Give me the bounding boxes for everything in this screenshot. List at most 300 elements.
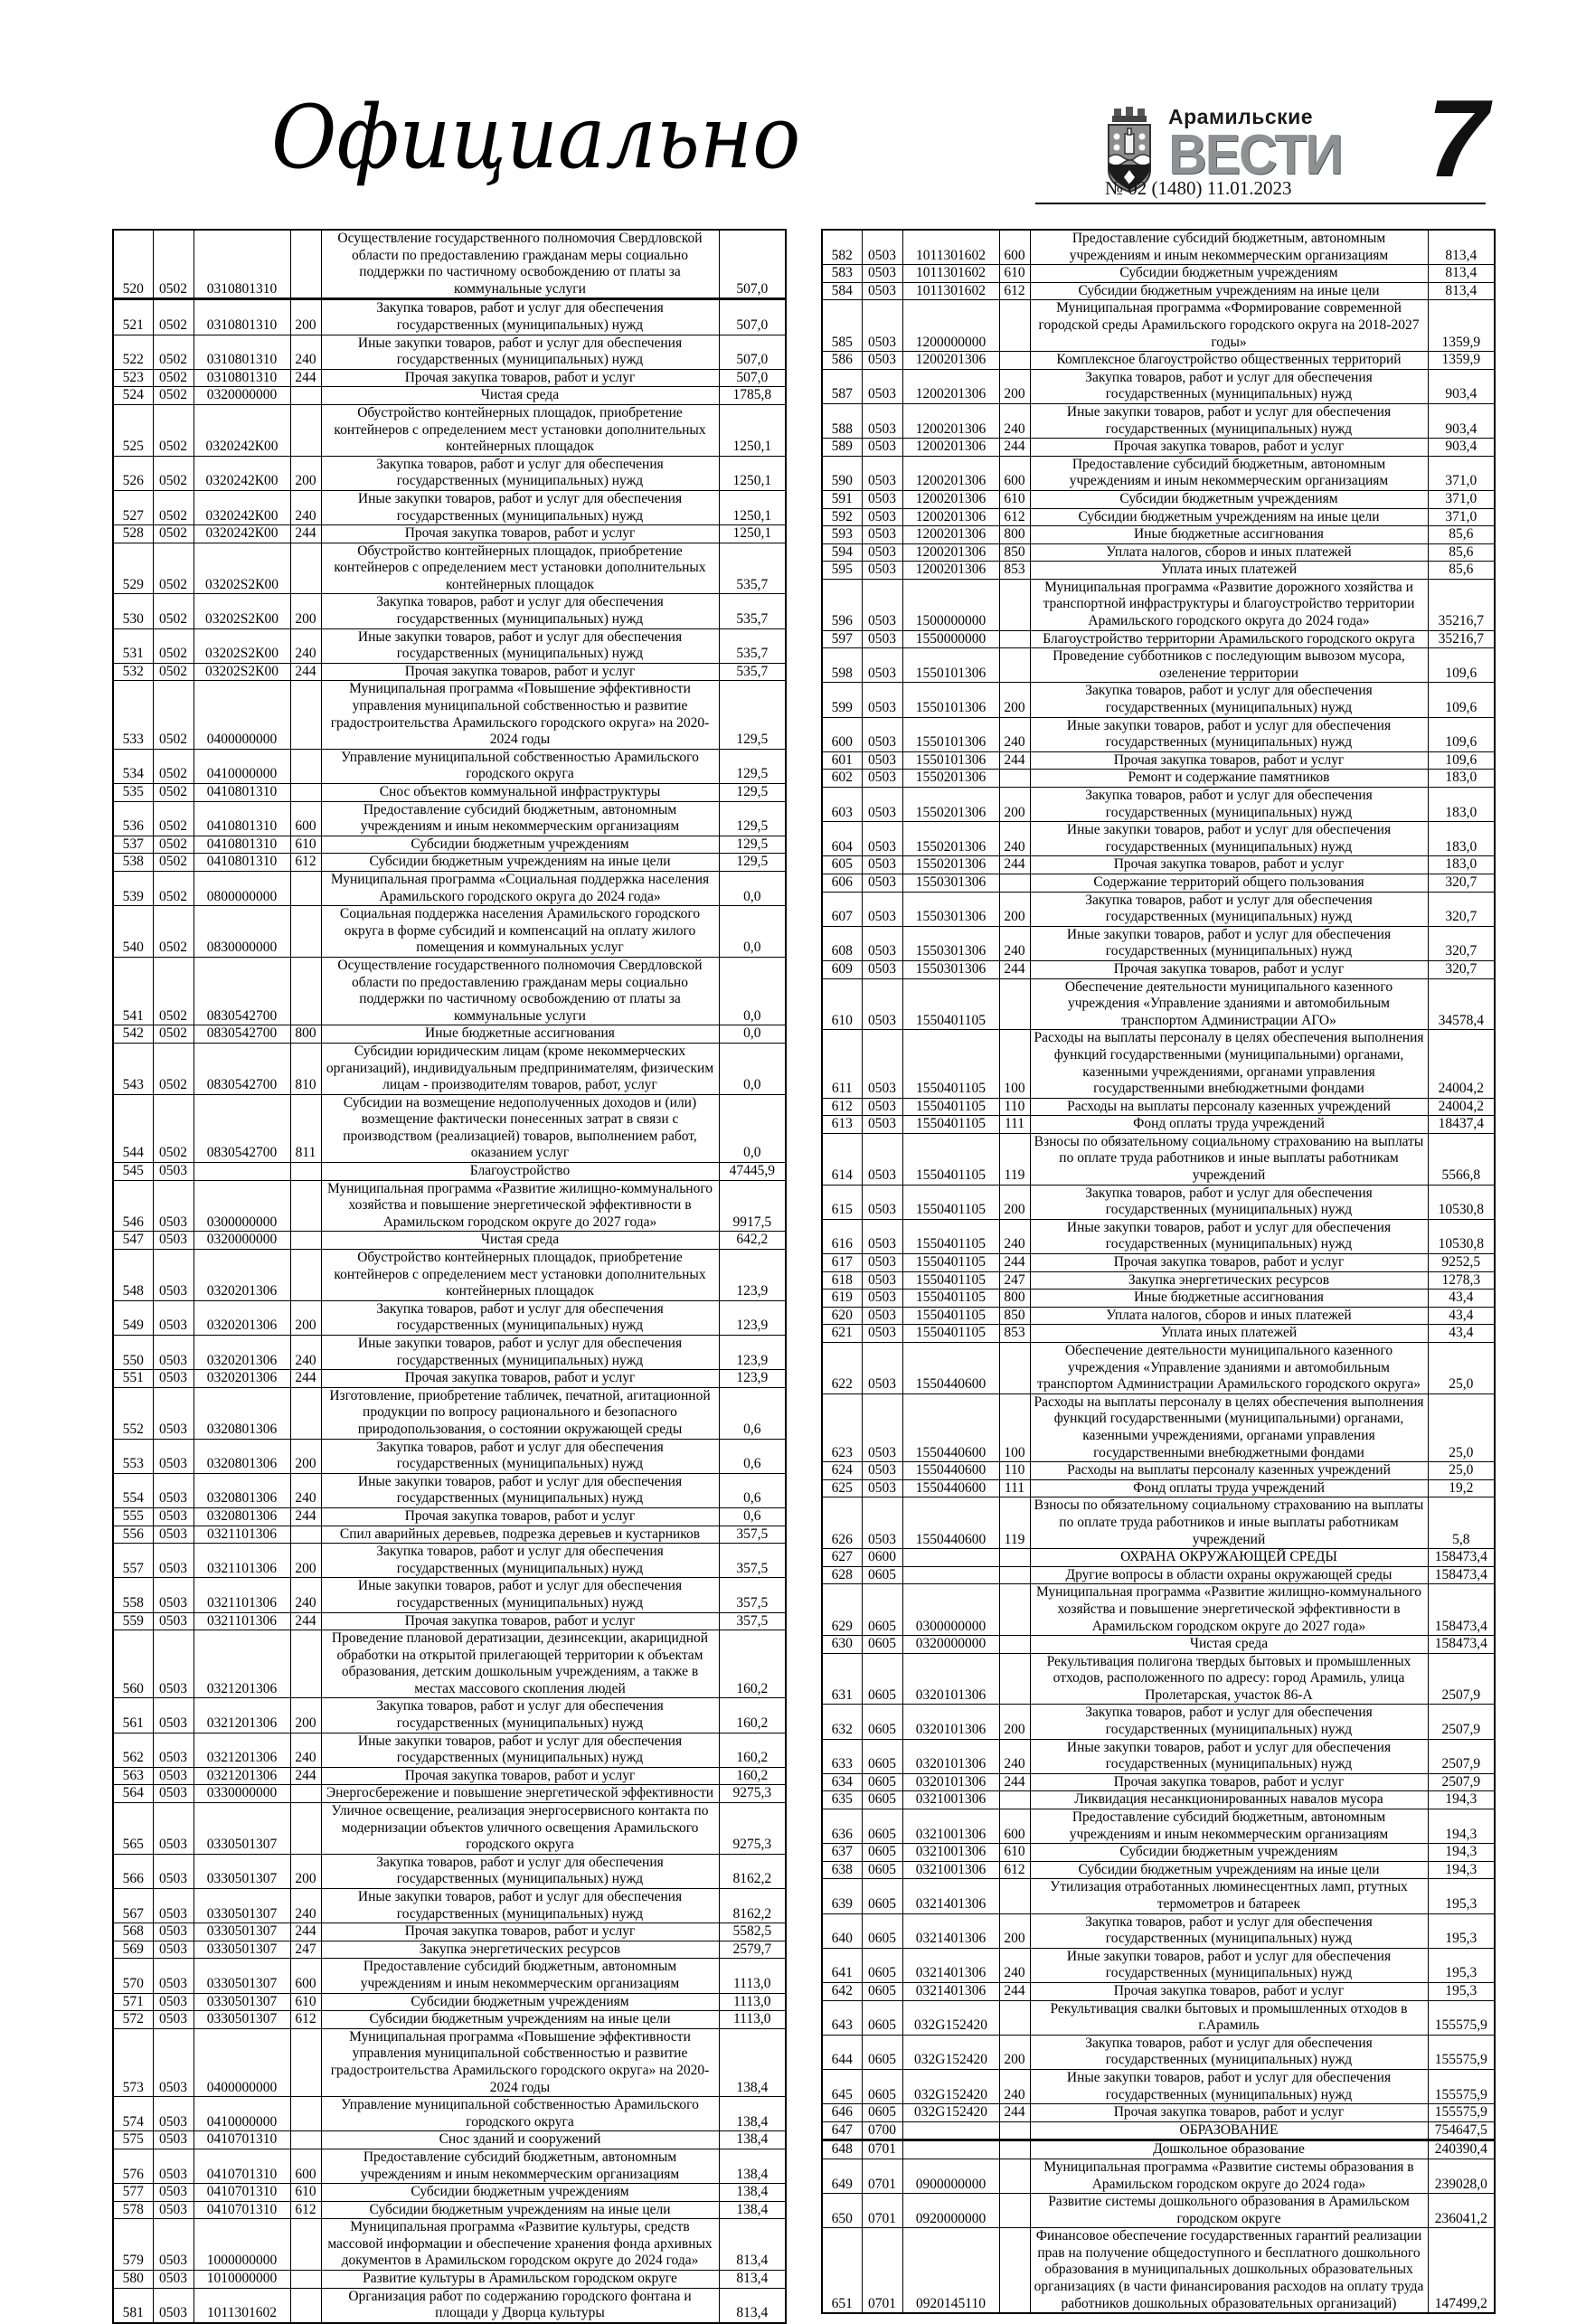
target-article-cell: 0321101306 <box>194 1526 290 1544</box>
row-number-cell: 596 <box>822 579 862 630</box>
row-number-cell: 563 <box>113 1767 153 1785</box>
target-article-cell: 032G152420 <box>902 2069 999 2103</box>
description-cell: Прочая закупка товаров, работ и услуг <box>321 1507 719 1526</box>
amount-cell: 194,3 <box>1428 1809 1495 1844</box>
expense-type-cell: 853 <box>999 1325 1030 1343</box>
description-cell: Организация работ по содержанию городского фонтана и площади у Дворца культуры <box>321 2288 719 2323</box>
description-cell: Закупка товаров, работ и услуг для обеспечения государственных (муниципальных) нужд <box>321 1698 719 1733</box>
description-cell: Иные закупки товаров, работ и услуг для обеспечения государственных (муниципальных) нужд <box>1030 717 1428 751</box>
description-cell: Уплата налогов, сборов и иных платежей <box>1030 543 1428 562</box>
budget-table-row <box>113 1889 786 1923</box>
target-article-cell <box>902 2140 999 2159</box>
description-cell: Субсидии бюджетным учреждениям <box>321 2184 719 2202</box>
description-cell: Проведение плановой дератизации, дезинсекции, акарицидной обработки на открытой прилегающей территории к объектам образования, детским дошкольным учреждениям, а также в местах массового скопления людей <box>321 1630 719 1698</box>
budget-table-row <box>822 1479 1495 1497</box>
section-code-cell: 0605 <box>862 1844 902 1862</box>
description-cell: Обустройство контейнерных площадок, приобретение контейнеров с определением мест установки дополнительных контейнерных площадок <box>321 1250 719 1301</box>
amount-cell: 813,4 <box>1428 230 1495 265</box>
target-article-cell: 0320000000 <box>902 1636 999 1654</box>
amount-cell: 0,0 <box>719 871 786 905</box>
expense-type-cell: 244 <box>999 1254 1030 1272</box>
amount-cell: 155575,9 <box>1428 2000 1495 2035</box>
budget-table-row <box>822 1809 1495 1844</box>
target-article-cell: 0330501307 <box>194 1854 290 1888</box>
row-number-cell: 622 <box>822 1343 862 1394</box>
amount-cell: 138,4 <box>719 2149 786 2183</box>
target-article-cell: 0320000000 <box>194 1232 290 1250</box>
budget-table-row <box>822 1030 1495 1098</box>
expense-type-cell <box>290 543 321 594</box>
amount-cell: 47445,9 <box>719 1163 786 1181</box>
section-code-cell: 0605 <box>862 1791 902 1809</box>
section-code-cell: 0503 <box>153 2201 194 2219</box>
amount-cell: 183,0 <box>1428 788 1495 822</box>
section-code-cell: 0503 <box>862 1133 902 1185</box>
target-article-cell: 0400000000 <box>194 681 290 749</box>
section-code-cell: 0503 <box>862 1254 902 1272</box>
expense-type-cell: 244 <box>290 1370 321 1388</box>
description-cell: Обустройство контейнерных площадок, приобретение контейнеров с определением мест установки дополнительных контейнерных площадок <box>321 404 719 456</box>
row-number-cell: 550 <box>113 1336 153 1370</box>
target-article-cell: 0321001306 <box>902 1791 999 1809</box>
amount-cell: 85,6 <box>1428 543 1495 562</box>
expense-type-cell <box>290 1163 321 1181</box>
row-number-cell: 599 <box>822 683 862 717</box>
target-article-cell: 1200201306 <box>902 508 999 526</box>
section-code-cell: 0502 <box>153 369 194 387</box>
description-cell: Субсидии бюджетным учреждениям на иные цели <box>321 2011 719 2029</box>
budget-table-row <box>822 2228 1495 2313</box>
target-article-cell: 1550401105 <box>902 1290 999 1308</box>
target-article-cell: 0320801306 <box>194 1473 290 1507</box>
row-number-cell: 602 <box>822 770 862 788</box>
amount-cell: 1113,0 <box>719 2011 786 2029</box>
target-article-cell: 0410701310 <box>194 2201 290 2219</box>
budget-table-row <box>113 2184 786 2202</box>
target-article-cell: 1550401105 <box>902 1116 999 1134</box>
expense-type-cell: 200 <box>290 1439 321 1473</box>
row-number-cell: 565 <box>113 1803 153 1855</box>
row-number-cell: 615 <box>822 1185 862 1219</box>
page-number: 7 <box>1427 77 1488 200</box>
row-number-cell: 591 <box>822 490 862 508</box>
amount-cell: 18437,4 <box>1428 1116 1495 1134</box>
amount-cell: 0,6 <box>719 1387 786 1439</box>
description-cell: Субсидии бюджетным учреждениям <box>321 1993 719 2011</box>
expense-type-cell: 240 <box>290 1473 321 1507</box>
amount-cell: 10530,8 <box>1428 1185 1495 1219</box>
row-number-cell: 521 <box>113 299 153 335</box>
budget-table-row <box>113 543 786 594</box>
row-number-cell: 621 <box>822 1325 862 1343</box>
masthead-name-label: ВЕСТИ <box>1168 124 1342 186</box>
section-code-cell: 0503 <box>862 1271 902 1290</box>
row-number-cell: 520 <box>113 230 153 299</box>
budget-table-row <box>113 1387 786 1439</box>
section-code-cell: 0605 <box>862 1705 902 1739</box>
section-code-cell: 0503 <box>153 1993 194 2011</box>
target-article-cell: 1200201306 <box>902 369 999 403</box>
expense-type-cell <box>999 300 1030 352</box>
amount-cell: 813,4 <box>1428 282 1495 300</box>
budget-table-row <box>113 2201 786 2219</box>
expense-type-cell: 244 <box>999 1982 1030 2000</box>
budget-table-row <box>822 926 1495 960</box>
expense-type-cell: 610 <box>290 2184 321 2202</box>
amount-cell: 109,6 <box>1428 648 1495 683</box>
amount-cell: 183,0 <box>1428 770 1495 788</box>
row-number-cell: 575 <box>113 2131 153 2149</box>
budget-table-row <box>822 300 1495 352</box>
target-article-cell <box>194 1163 290 1181</box>
target-article-cell: 0410000000 <box>194 2097 290 2131</box>
target-article-cell: 1550440600 <box>902 1479 999 1497</box>
target-article-cell: 1550301306 <box>902 926 999 960</box>
expense-type-cell <box>999 2159 1030 2193</box>
row-number-cell: 538 <box>113 854 153 872</box>
row-number-cell: 536 <box>113 801 153 836</box>
section-code-cell: 0605 <box>862 1948 902 1982</box>
budget-table-row <box>822 1497 1495 1549</box>
amount-cell: 2579,7 <box>719 1941 786 1959</box>
description-cell: Развитие культуры в Арамильском городском округе <box>321 2271 719 2289</box>
expense-type-cell: 612 <box>999 282 1030 300</box>
row-number-cell: 647 <box>822 2121 862 2140</box>
row-number-cell: 571 <box>113 1993 153 2011</box>
section-code-cell: 0503 <box>862 543 902 562</box>
target-article-cell: 1200201306 <box>902 439 999 457</box>
budget-table-row <box>113 1025 786 1044</box>
expense-type-cell: 244 <box>290 1767 321 1785</box>
budget-table-row <box>113 663 786 681</box>
amount-cell: 85,6 <box>1428 526 1495 544</box>
amount-cell: 535,7 <box>719 663 786 681</box>
budget-table-row <box>822 1098 1495 1116</box>
amount-cell: 8162,2 <box>719 1854 786 1888</box>
section-code-cell: 0503 <box>153 1507 194 1526</box>
expense-type-cell: 200 <box>290 1300 321 1335</box>
budget-table-row <box>113 906 786 958</box>
target-article-cell: 1011301602 <box>902 282 999 300</box>
budget-table-row <box>822 1343 1495 1394</box>
amount-cell: 123,9 <box>719 1370 786 1388</box>
row-number-cell: 626 <box>822 1497 862 1549</box>
budget-table-row <box>113 784 786 802</box>
budget-table-row <box>113 404 786 456</box>
budget-table-row <box>822 1462 1495 1480</box>
row-number-cell: 558 <box>113 1578 153 1612</box>
budget-table-row <box>822 2159 1495 2193</box>
section-code-cell: 0503 <box>153 2219 194 2271</box>
row-number-cell: 632 <box>822 1705 862 1739</box>
target-article-cell: 0410701310 <box>194 2131 290 2149</box>
budget-table-row <box>113 1043 786 1094</box>
expense-type-cell: 600 <box>290 2149 321 2183</box>
target-article-cell: 0320201306 <box>194 1336 290 1370</box>
target-article-cell: 1200000000 <box>902 300 999 352</box>
description-cell: Иные закупки товаров, работ и услуг для обеспечения государственных (муниципальных) нужд <box>321 1733 719 1767</box>
budget-table-row <box>822 1219 1495 1253</box>
section-code-cell: 0503 <box>153 1336 194 1370</box>
target-article-cell: 1550401105 <box>902 1098 999 1116</box>
budget-table-row <box>113 2271 786 2289</box>
section-code-cell: 0503 <box>862 1290 902 1308</box>
target-article-cell: 03202S2К00 <box>194 543 290 594</box>
description-cell: Прочая закупка товаров, работ и услуг <box>1030 856 1428 874</box>
expense-type-cell: 811 <box>290 1094 321 1162</box>
expense-type-cell <box>999 630 1030 648</box>
description-cell: Прочая закупка товаров, работ и услуг <box>1030 1773 1428 1791</box>
amount-cell: 9252,5 <box>1428 1254 1495 1272</box>
description-cell: Фонд оплаты труда учреждений <box>1030 1116 1428 1134</box>
description-cell: Прочая закупка товаров, работ и услуг <box>1030 1254 1428 1272</box>
expense-type-cell <box>290 1526 321 1544</box>
expense-type-cell: 600 <box>999 456 1030 490</box>
budget-table-row <box>822 282 1495 300</box>
budget-table-row <box>113 299 786 335</box>
row-number-cell: 534 <box>113 749 153 783</box>
section-code-cell: 0503 <box>153 1300 194 1335</box>
section-code-cell: 0503 <box>862 856 902 874</box>
target-article-cell: 1010000000 <box>194 2271 290 2289</box>
section-code-cell: 0502 <box>153 663 194 681</box>
description-cell: Содержание территорий общего пользования <box>1030 874 1428 892</box>
section-code-cell: 0503 <box>862 717 902 751</box>
section-code-cell: 0503 <box>862 508 902 526</box>
row-number-cell: 618 <box>822 1271 862 1290</box>
expense-type-cell: 612 <box>999 508 1030 526</box>
amount-cell: 0,0 <box>719 1025 786 1044</box>
row-number-cell: 606 <box>822 874 862 892</box>
row-number-cell: 629 <box>822 1584 862 1636</box>
target-article-cell: 0321101306 <box>194 1544 290 1578</box>
expense-type-cell: 612 <box>290 2201 321 2219</box>
section-code-cell: 0503 <box>862 300 902 352</box>
description-cell: Субсидии бюджетным учреждениям на иные цели <box>1030 1861 1428 1879</box>
target-article-cell: 0900000000 <box>902 2159 999 2193</box>
row-number-cell: 609 <box>822 960 862 978</box>
target-article-cell: 1200201306 <box>902 543 999 562</box>
target-article-cell: 0410801310 <box>194 801 290 836</box>
budget-table-row <box>113 1578 786 1612</box>
amount-cell: 903,4 <box>1428 369 1495 403</box>
row-number-cell: 564 <box>113 1785 153 1803</box>
budget-table-row <box>113 1993 786 2011</box>
section-code-cell: 0503 <box>153 1544 194 1578</box>
target-article-cell: 1550440600 <box>902 1462 999 1480</box>
expense-type-cell <box>290 1180 321 1232</box>
expense-type-cell: 244 <box>999 960 1030 978</box>
budget-table-row <box>113 2028 786 2096</box>
target-article-cell: 0330000000 <box>194 1785 290 1803</box>
target-article-cell: 032G152420 <box>902 2035 999 2069</box>
row-number-cell: 624 <box>822 1462 862 1480</box>
row-number-cell: 645 <box>822 2069 862 2103</box>
row-number-cell: 580 <box>113 2271 153 2289</box>
section-code-cell: 0503 <box>862 352 902 370</box>
row-number-cell: 620 <box>822 1307 862 1325</box>
target-article-cell: 0320101306 <box>902 1773 999 1791</box>
budget-table-row <box>822 562 1495 580</box>
budget-table-row <box>113 1250 786 1301</box>
budget-table-left-body <box>113 230 786 2323</box>
section-code-cell: 0502 <box>153 906 194 958</box>
description-cell: Предоставление субсидий бюджетным, автономным учреждениям и иным некоммерческим организациям <box>1030 230 1428 265</box>
section-code-cell: 0502 <box>153 543 194 594</box>
expense-type-cell: 240 <box>290 1336 321 1370</box>
section-code-cell: 0503 <box>862 1497 902 1549</box>
budget-table-row <box>113 1923 786 1941</box>
target-article-cell: 1550440600 <box>902 1497 999 1549</box>
row-number-cell: 582 <box>822 230 862 265</box>
target-article-cell: 03202S2К00 <box>194 628 290 663</box>
budget-table-row <box>822 579 1495 630</box>
row-number-cell: 593 <box>822 526 862 544</box>
section-code-cell: 0605 <box>862 1773 902 1791</box>
target-article-cell: 032G152420 <box>902 2000 999 2035</box>
target-article-cell: 0320242К00 <box>194 525 290 543</box>
amount-cell: 8162,2 <box>719 1889 786 1923</box>
expense-type-cell: 610 <box>290 836 321 854</box>
description-cell: Дошкольное образование <box>1030 2140 1428 2159</box>
section-code-cell: 0503 <box>153 2184 194 2202</box>
amount-cell: 1359,9 <box>1428 352 1495 370</box>
amount-cell: 535,7 <box>719 628 786 663</box>
row-number-cell: 549 <box>113 1300 153 1335</box>
amount-cell: 2507,9 <box>1428 1705 1495 1739</box>
amount-cell: 357,5 <box>719 1526 786 1544</box>
description-cell: Проведение субботников с последующим вывозом мусора, озеленение территории <box>1030 648 1428 683</box>
description-cell: Рекультивация полигона твердых бытовых и промышленных отходов, расположенного по адресу: город Арамиль, улица Пролетарская, участок 86-А <box>1030 1653 1428 1705</box>
amount-cell: 1785,8 <box>719 387 786 405</box>
amount-cell: 158473,4 <box>1428 1549 1495 1567</box>
budget-table-row <box>113 957 786 1025</box>
expense-type-cell <box>290 230 321 299</box>
section-code-cell: 0605 <box>862 1879 902 1913</box>
row-number-cell: 644 <box>822 2035 862 2069</box>
expense-type-cell: 200 <box>999 1913 1030 1948</box>
section-code-cell: 0503 <box>153 2271 194 2289</box>
section-code-cell: 0503 <box>153 1698 194 1733</box>
amount-cell: 158473,4 <box>1428 1636 1495 1654</box>
row-number-cell: 551 <box>113 1370 153 1388</box>
row-number-cell: 614 <box>822 1133 862 1185</box>
expense-type-cell: 244 <box>290 369 321 387</box>
expense-type-cell <box>290 1250 321 1301</box>
amount-cell: 0,0 <box>719 1094 786 1162</box>
amount-cell: 903,4 <box>1428 439 1495 457</box>
amount-cell: 35216,7 <box>1428 579 1495 630</box>
section-code-cell: 0503 <box>153 1889 194 1923</box>
section-code-cell: 0503 <box>862 490 902 508</box>
row-number-cell: 604 <box>822 822 862 856</box>
description-cell: Расходы на выплаты персоналу в целях обеспечения выполнения функций государственными (муниципальными) органами, казенными учреждениями, органами управления государственными внебюджетными фондами <box>1030 1030 1428 1098</box>
budget-table-row <box>822 403 1495 438</box>
budget-table-row <box>822 1913 1495 1948</box>
target-article-cell: 0320101306 <box>902 1653 999 1705</box>
masthead-city-label: Арамильские <box>1168 105 1314 128</box>
description-cell: Чистая среда <box>321 387 719 405</box>
amount-cell: 813,4 <box>719 2219 786 2271</box>
section-code-cell: 0503 <box>153 1923 194 1941</box>
section-code-cell: 0503 <box>153 1630 194 1698</box>
expense-type-cell: 240 <box>290 490 321 524</box>
amount-cell: 0,6 <box>719 1473 786 1507</box>
section-code-cell: 0503 <box>153 1526 194 1544</box>
expense-type-cell: 240 <box>999 1739 1030 1773</box>
description-cell: Закупка товаров, работ и услуг для обеспечения государственных (муниципальных) нужд <box>321 299 719 335</box>
section-code-cell: 0502 <box>153 525 194 543</box>
expense-type-cell: 119 <box>999 1133 1030 1185</box>
target-article-cell: 1550301306 <box>902 874 999 892</box>
description-cell: Уплата налогов, сборов и иных платежей <box>1030 1307 1428 1325</box>
target-article-cell: 1550101306 <box>902 683 999 717</box>
section-code-cell: 0503 <box>862 1098 902 1116</box>
budget-table-row <box>822 2104 1495 2122</box>
description-cell: Энергосбережение и повышение энергетической эффективности <box>321 1785 719 1803</box>
budget-table-row <box>822 2121 1495 2140</box>
amount-cell: 25,0 <box>1428 1462 1495 1480</box>
amount-cell: 1250,1 <box>719 456 786 490</box>
section-code-cell: 0502 <box>153 335 194 369</box>
amount-cell: 1359,9 <box>1428 300 1495 352</box>
amount-cell: 160,2 <box>719 1733 786 1767</box>
target-article-cell: 0320242К00 <box>194 456 290 490</box>
row-number-cell: 603 <box>822 788 862 822</box>
expense-type-cell <box>999 1549 1030 1567</box>
expense-type-cell: 240 <box>999 2069 1030 2103</box>
budget-table-row <box>113 1854 786 1888</box>
budget-table-row <box>822 526 1495 544</box>
expense-type-cell: 110 <box>999 1462 1030 1480</box>
row-number-cell: 560 <box>113 1630 153 1698</box>
row-number-cell: 638 <box>822 1861 862 1879</box>
section-code-cell: 0503 <box>153 2011 194 2029</box>
budget-table-row <box>113 1163 786 1181</box>
section-code-cell: 0605 <box>862 1739 902 1773</box>
target-article-cell: 0321201306 <box>194 1698 290 1733</box>
budget-table-row <box>113 1698 786 1733</box>
section-code-cell: 0503 <box>153 1370 194 1388</box>
section-code-cell: 0502 <box>153 299 194 335</box>
row-number-cell: 637 <box>822 1844 862 1862</box>
section-code-cell: 0700 <box>862 2121 902 2140</box>
target-article-cell: 1550401105 <box>902 1133 999 1185</box>
expense-type-cell: 244 <box>999 751 1030 770</box>
expense-type-cell: 240 <box>290 335 321 369</box>
description-cell: Закупка товаров, работ и услуг для обеспечения государственных (муниципальных) нужд <box>1030 1185 1428 1219</box>
target-article-cell: 1550201306 <box>902 770 999 788</box>
description-cell: Иные закупки товаров, работ и услуг для обеспечения государственных (муниципальных) нужд <box>321 335 719 369</box>
amount-cell: 0,0 <box>719 906 786 958</box>
row-number-cell: 528 <box>113 525 153 543</box>
description-cell: Осуществление государственного полномочия Свердловской области по предоставлению гражданам меры социально поддержки по частичному освобождению от платы за коммунальные услуги <box>321 230 719 299</box>
amount-cell: 642,2 <box>719 1232 786 1250</box>
budget-table-row <box>822 770 1495 788</box>
target-article-cell: 0321201306 <box>194 1733 290 1767</box>
row-number-cell: 607 <box>822 892 862 926</box>
amount-cell: 109,6 <box>1428 683 1495 717</box>
expense-type-cell <box>999 1584 1030 1636</box>
target-article-cell: 0410801310 <box>194 854 290 872</box>
target-article-cell: 1550301306 <box>902 892 999 926</box>
expense-type-cell <box>290 387 321 405</box>
description-cell: Закупка товаров, работ и услуг для обеспечения государственных (муниципальных) нужд <box>1030 1705 1428 1739</box>
expense-type-cell: 244 <box>290 1612 321 1630</box>
amount-cell: 109,6 <box>1428 717 1495 751</box>
amount-cell: 34578,4 <box>1428 978 1495 1030</box>
description-cell: Прочая закупка товаров, работ и услуг <box>1030 1982 1428 2000</box>
